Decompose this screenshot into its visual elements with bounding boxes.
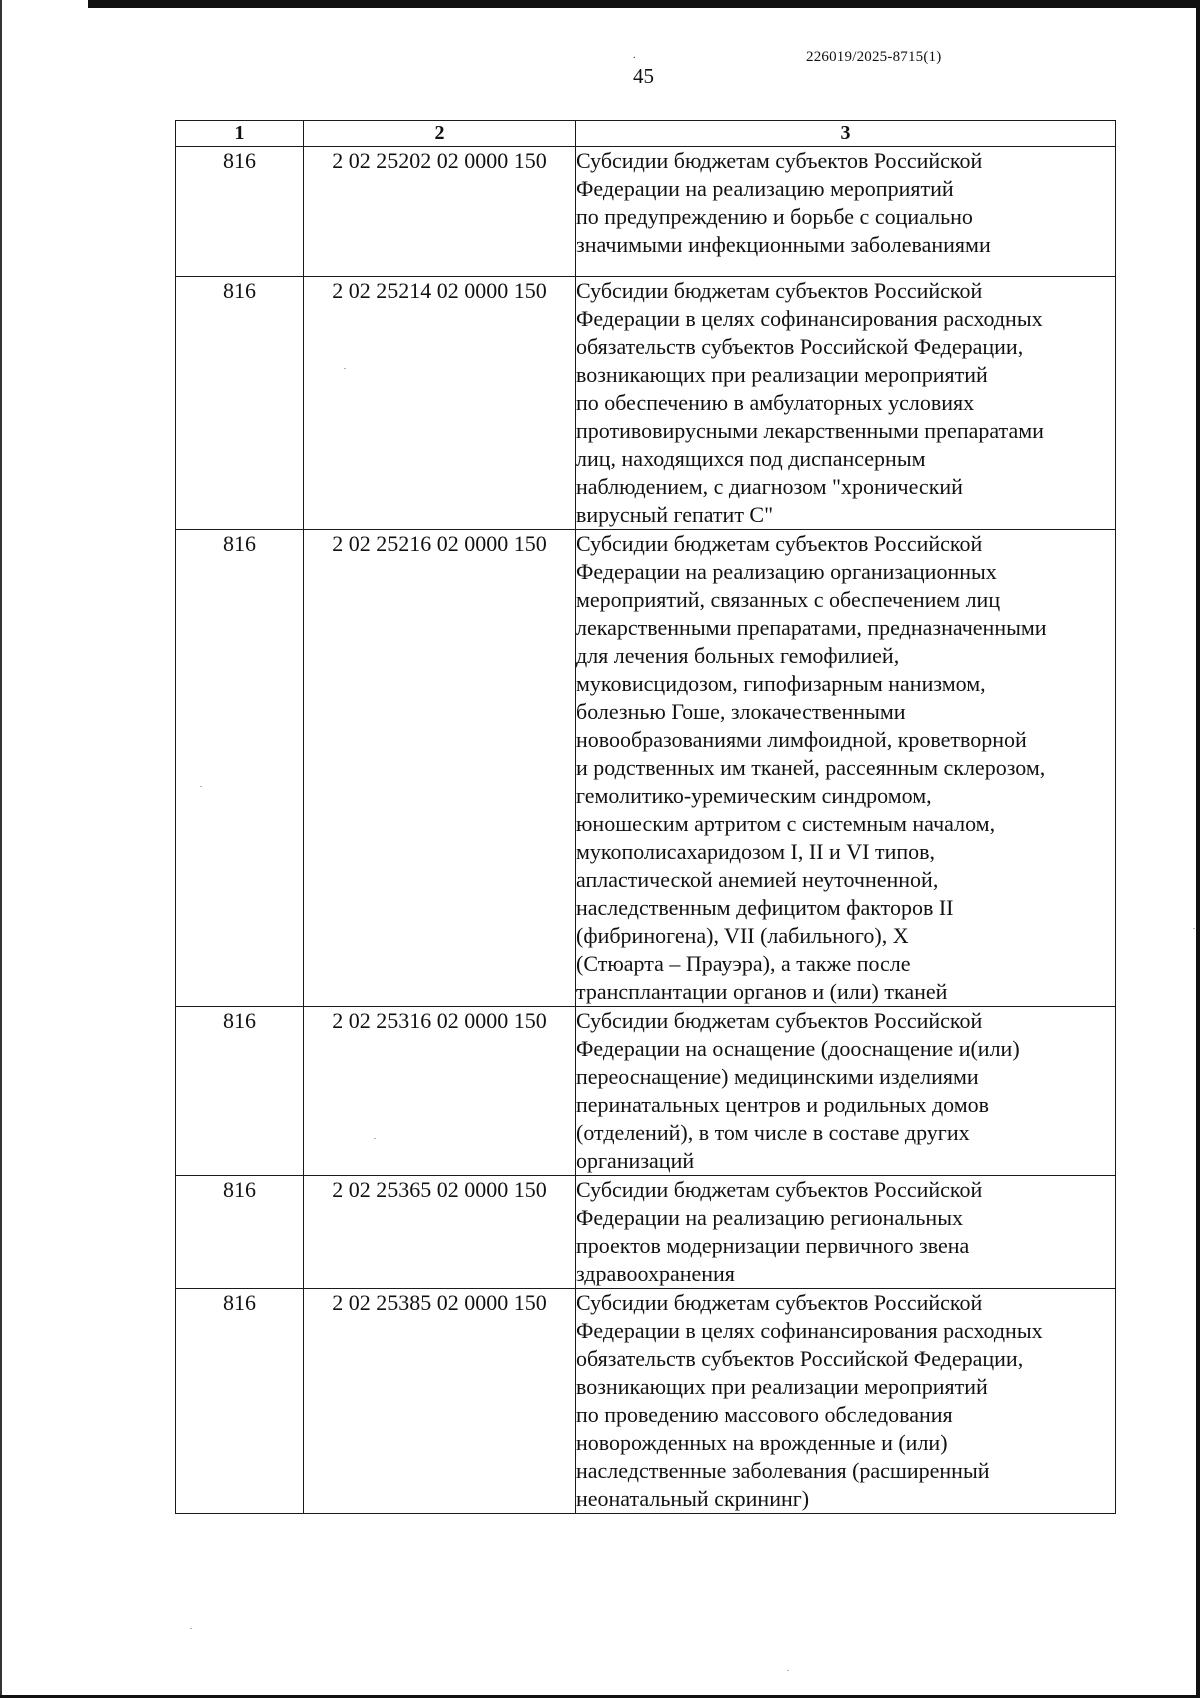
table-row xyxy=(176,147,1116,277)
budget-code-cell: 2 02 25316 02 0000 150 xyxy=(304,1007,576,1176)
income-name-cell: Субсидии бюджетам субъектов Российской Федерации на оснащение (дооснащение и(или) переоснащение) медицинскими изделиями перинатальных центров и родильных домов (отделений), в том числе в составе других организаций xyxy=(576,1007,1116,1176)
scan-speck: . xyxy=(633,50,636,61)
table-row xyxy=(176,530,1116,1007)
table-row xyxy=(176,1007,1116,1176)
column-header-3: 3 xyxy=(576,121,1116,147)
scan-speck: . xyxy=(344,362,346,371)
document-number: 226019/2025-8715(1) xyxy=(806,49,942,65)
income-name-cell: Субсидии бюджетам субъектов Российской Федерации на реализацию региональных проектов модернизации первичного звена здравоохранения xyxy=(576,1176,1116,1289)
budget-classification-table xyxy=(175,120,1116,1514)
column-header-2: 2 xyxy=(304,121,576,147)
admin-code-cell: 816 xyxy=(176,530,304,1007)
admin-code-cell: 816 xyxy=(176,1176,304,1289)
admin-code-cell: 816 xyxy=(176,1007,304,1176)
table-row xyxy=(176,277,1116,530)
table-row xyxy=(176,1176,1116,1289)
scan-speck: . xyxy=(1193,922,1195,931)
budget-code-cell: 2 02 25202 02 0000 150 xyxy=(304,147,576,277)
scan-top-border xyxy=(0,0,1200,8)
table-header-row xyxy=(176,121,1116,147)
page-number: 45 xyxy=(633,64,654,88)
budget-code-cell: 2 02 25216 02 0000 150 xyxy=(304,530,576,1007)
scan-speck: . xyxy=(190,1622,192,1631)
scan-left-border xyxy=(0,0,2,1698)
budget-code-cell: 2 02 25214 02 0000 150 xyxy=(304,277,576,530)
income-name-cell: Субсидии бюджетам субъектов Российской Федерации на реализацию мероприятий по предупреждению и борьбе с социально значимыми инфекционными заболеваниями xyxy=(576,147,1116,277)
admin-code-cell: 816 xyxy=(176,1289,304,1514)
table-row xyxy=(176,1289,1116,1514)
scan-speck: . xyxy=(787,1664,789,1673)
admin-code-cell: 816 xyxy=(176,277,304,530)
scan-top-border-gap xyxy=(0,0,88,8)
admin-code-cell: 816 xyxy=(176,147,304,277)
column-header-1: 1 xyxy=(176,121,304,147)
scan-right-border xyxy=(1196,0,1200,1698)
scan-speck: . xyxy=(200,780,202,789)
budget-table-container xyxy=(175,120,1115,1514)
income-name-cell: Субсидии бюджетам субъектов Российской Федерации в целях софинансирования расходных обязательств субъектов Российской Федерации, возникающих при реализации мероприятий по проведению массового обследования новорожденных на врожденные и (или) наследственные заболевания (расширенный неонатальный скрининг) xyxy=(576,1289,1116,1514)
scan-speck: . xyxy=(374,1132,376,1141)
budget-code-cell: 2 02 25365 02 0000 150 xyxy=(304,1176,576,1289)
income-name-cell: Субсидии бюджетам субъектов Российской Федерации в целях софинансирования расходных обязательств субъектов Российской Федерации, возникающих при реализации мероприятий по обеспечению в амбулаторных условиях противовирусными лекарственными препаратами лиц, находящихся под диспансерным наблюдением, с диагнозом "хронический вирусный гепатит С" xyxy=(576,277,1116,530)
budget-code-cell: 2 02 25385 02 0000 150 xyxy=(304,1289,576,1514)
income-name-cell: Субсидии бюджетам субъектов Российской Федерации на реализацию организационных мероприятий, связанных с обеспечением лиц лекарственными препаратами, предназначенными для лечения больных гемофилией, муковисцидозом, гипофизарным нанизмом, болезнью Гоше, злокачественными новообразованиями лимфоидной, кроветворной и родственных им тканей, рассеянным склерозом, гемолитико-уремическим синдромом, юношеским артритом с системным началом, мукополисахаридозом I, II и VI типов, апластической анемией неуточненной, наследственным дефицитом факторов II (фибриногена), VII (лабильного), X (Стюарта – Прауэра), а также после трансплантации органов и (или) тканей xyxy=(576,530,1116,1007)
